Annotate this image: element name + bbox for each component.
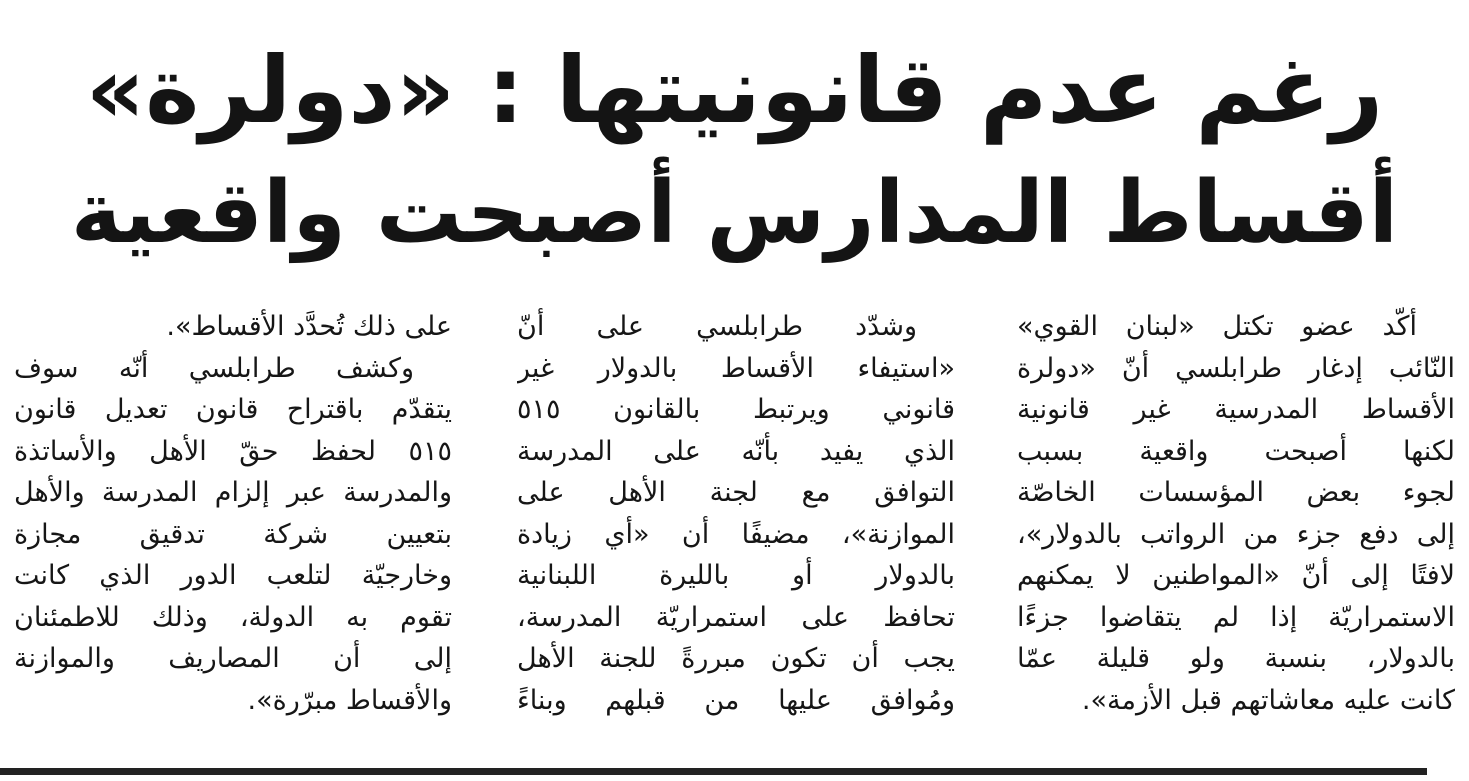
text-line: لجوء بعض المؤسسات الخاصّة xyxy=(1017,477,1455,508)
column-right xyxy=(1017,306,1455,746)
text-line: قانوني ويرتبط بالقانون ٥١٥ xyxy=(517,394,955,425)
text-line: لكنها أصبحت واقعية بسبب xyxy=(1017,435,1455,467)
text-line: إلى أن المصاريف والموازنة xyxy=(14,643,452,674)
text-line: يتقدّم باقتراح قانون تعديل قانون xyxy=(14,394,452,425)
text-line: وشدّد طرابلسي على أنّ xyxy=(517,311,917,342)
text-line: كانت عليه معاشاتهم قبل الأزمة». xyxy=(1081,684,1455,716)
headline-line-2: أقساط المدارس أصبحت واقعية xyxy=(70,163,1399,263)
text-line: يجب أن تكون مبررةً للجنة الأهل xyxy=(517,643,955,674)
text-line: بالدولار أو بالليرة اللبنانية xyxy=(517,560,955,591)
text-line: النّائب إدغار طرابلسي أنّ «دولرة xyxy=(1017,352,1455,384)
text-line: تقوم به الدولة، وذلك للاطمئنان xyxy=(14,601,452,633)
text-line: «استيفاء الأقساط بالدولار غير xyxy=(517,352,955,384)
text-line: والمدرسة عبر إلزام المدرسة والأهل xyxy=(14,477,452,508)
bottom-divider xyxy=(0,768,1427,775)
text-line: بالدولار، بنسبة ولو قليلة عمّا xyxy=(1017,643,1455,674)
text-line: ٥١٥ لحفظ حقّ الأهل والأساتذة xyxy=(14,435,452,467)
text-line: الذي يفيد بأنّه على المدرسة xyxy=(517,435,955,467)
text-line: الموازنة»، مضيفًا أن «أي زيادة xyxy=(517,518,955,550)
text-line: لافتًا إلى أنّ «المواطنين لا يمكنهم xyxy=(1017,560,1455,591)
text-line: تحافظ على استمراريّة المدرسة، xyxy=(517,601,955,633)
text-line: وكشف طرابلسي أنّه سوف xyxy=(14,352,414,384)
text-line: الاستمراريّة إذا لم يتقاضوا جزءًا xyxy=(1017,601,1455,633)
text-line: التوافق مع لجنة الأهل على xyxy=(517,477,955,508)
headline xyxy=(60,30,1409,274)
text-line: أكّد عضو تكتل «لبنان القوي» xyxy=(1017,311,1417,342)
article-body xyxy=(14,306,1455,746)
column-middle xyxy=(517,306,955,746)
text-line: والأقساط مبرّرة». xyxy=(247,684,452,716)
column-left xyxy=(14,306,452,746)
text-line: إلى دفع جزء من الرواتب بالدولار»، xyxy=(1017,518,1455,550)
headline-line-1: رغم عدم قانونيتها : «دولرة» xyxy=(85,37,1384,144)
text-line: ومُوافق عليها من قبلهم وبناءً xyxy=(517,684,955,716)
text-line: الأقساط المدرسية غير قانونية xyxy=(1017,394,1455,425)
text-line: وخارجيّة لتلعب الدور الذي كانت xyxy=(14,560,452,591)
text-line: بتعيين شركة تدقيق مجازة xyxy=(14,518,452,550)
text-line: على ذلك تُحدَّد الأقساط». xyxy=(166,311,452,342)
